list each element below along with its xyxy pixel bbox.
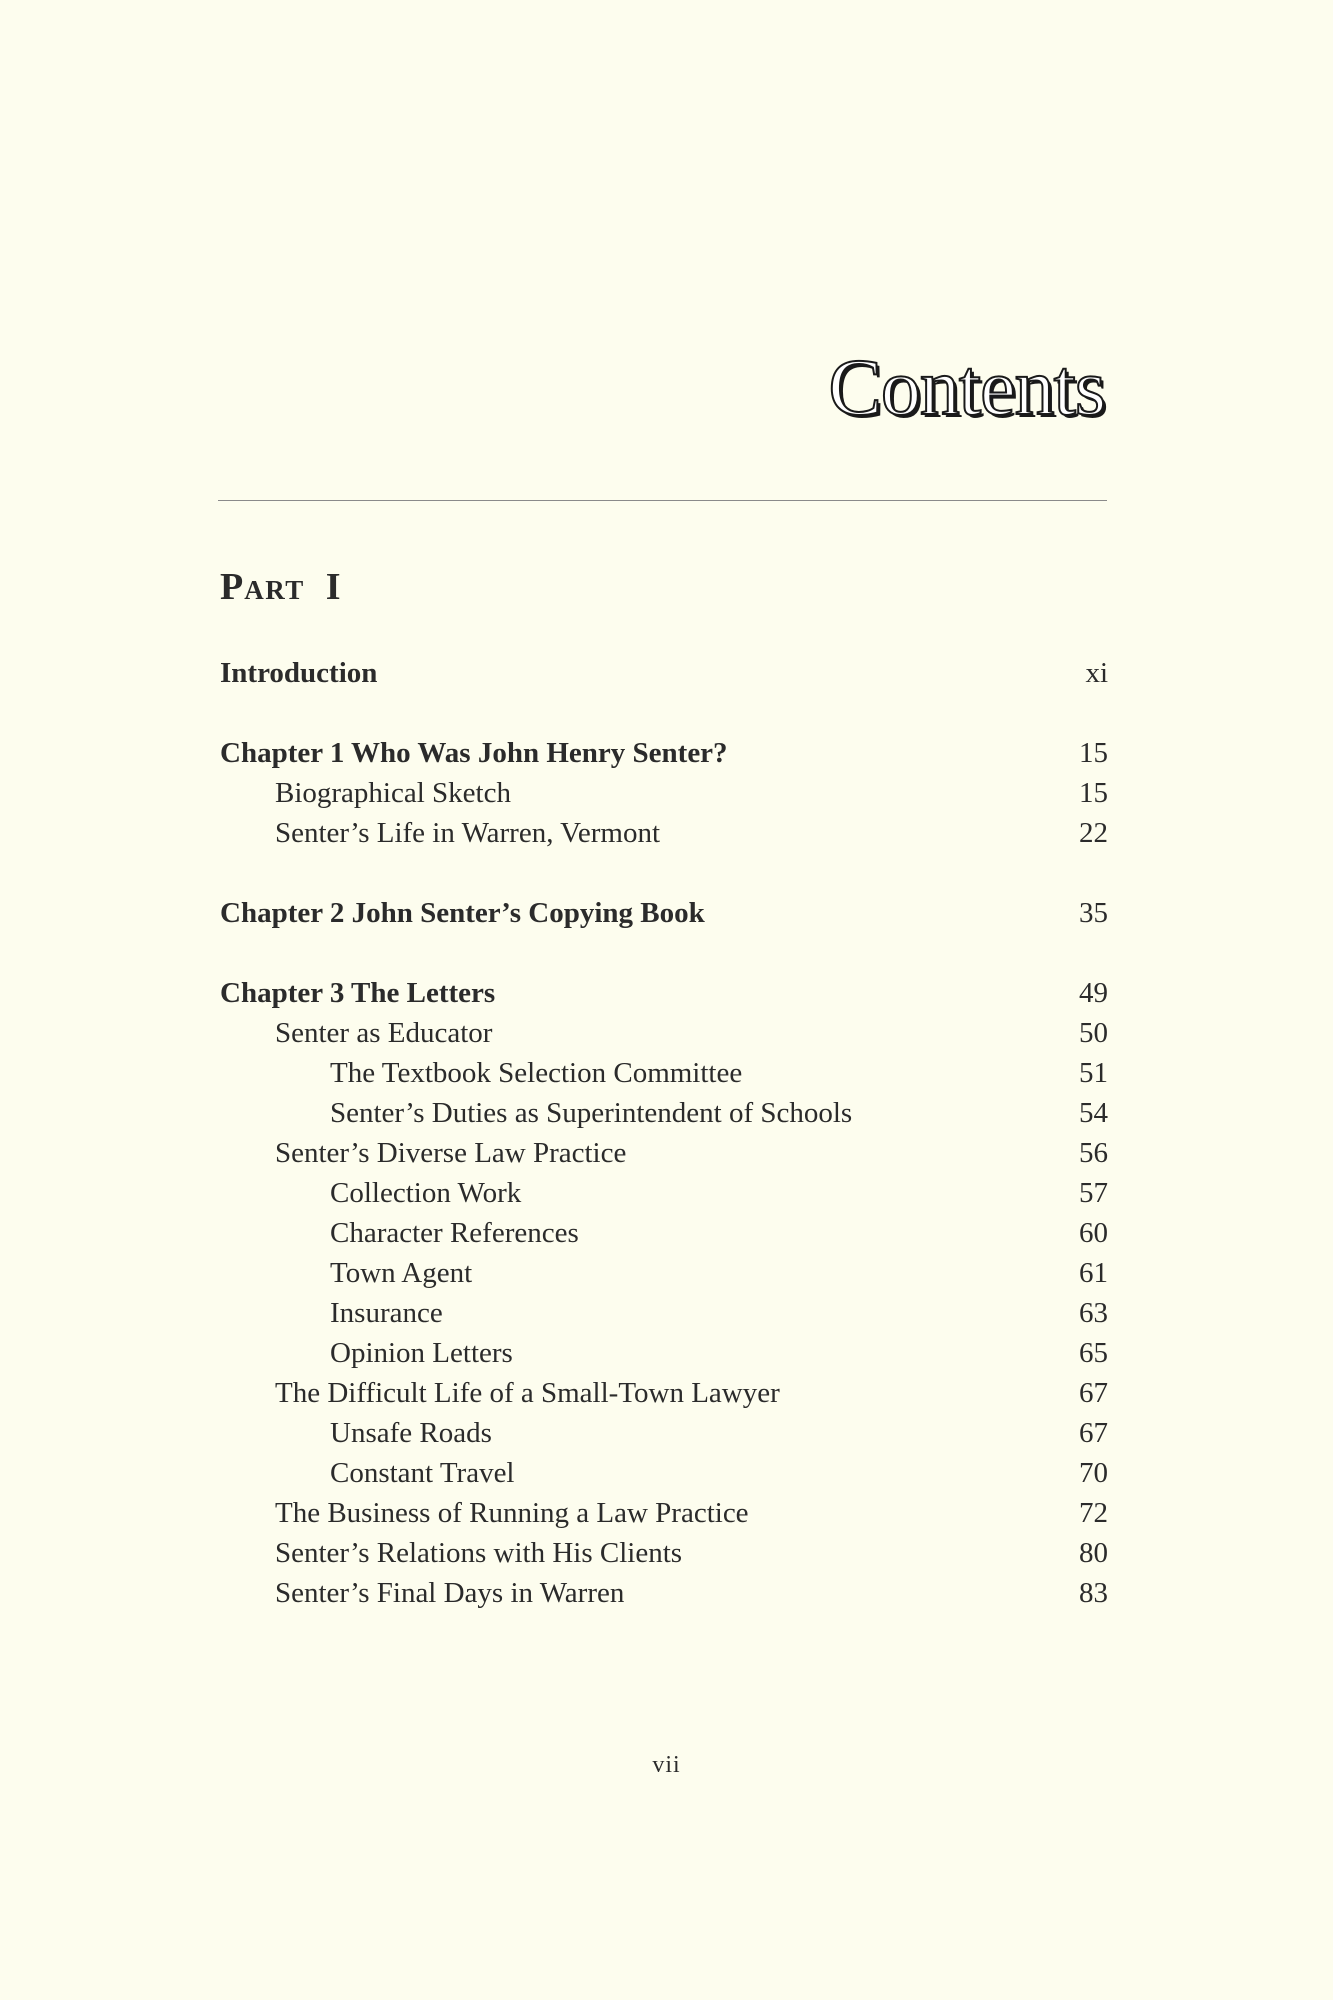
toc-page-number: 80 — [1079, 1537, 1108, 1569]
toc-entry-section — [220, 1493, 1108, 1533]
toc-label: Collection Work — [330, 1177, 522, 1209]
toc-entry-subsection — [220, 1093, 1108, 1133]
toc-entry-section — [220, 1573, 1108, 1613]
toc-page-number: 35 — [1079, 897, 1108, 929]
toc-page-number: 70 — [1079, 1457, 1108, 1489]
toc-entry-subsection — [220, 1173, 1108, 1213]
toc-entry-chapter-2 — [220, 893, 1108, 933]
folio-page-number: vii — [652, 1752, 681, 1778]
toc-page-number: 22 — [1079, 817, 1108, 849]
toc-entry-section — [220, 1133, 1108, 1173]
toc-label: Introduction — [220, 657, 378, 689]
toc-entry-section — [220, 813, 1108, 853]
toc-label: The Difficult Life of a Small-Town Lawyer — [275, 1377, 780, 1409]
toc-entry-chapter-1 — [220, 733, 1108, 773]
toc-page-number: 72 — [1079, 1497, 1108, 1529]
toc-label: Unsafe Roads — [330, 1417, 492, 1449]
part-heading — [220, 565, 342, 609]
toc-entry-subsection — [220, 1293, 1108, 1333]
spacer — [220, 853, 1108, 893]
toc-page-number: 57 — [1079, 1177, 1108, 1209]
toc-page-number: 56 — [1079, 1137, 1108, 1169]
toc-entry-section — [220, 1533, 1108, 1573]
toc-label: Biographical Sketch — [275, 777, 511, 809]
toc-page-number: 15 — [1079, 737, 1108, 769]
page-title: Contents — [828, 344, 1105, 432]
toc-entry-subsection — [220, 1053, 1108, 1093]
toc-label: Senter’s Duties as Superintendent of Schools — [330, 1097, 853, 1129]
toc-label: Chapter 1 Who Was John Henry Senter? — [220, 737, 728, 769]
toc-page-number: 65 — [1079, 1337, 1108, 1369]
toc-page-number: 50 — [1079, 1017, 1108, 1049]
part-numeral: I — [325, 566, 342, 608]
toc-entry-subsection — [220, 1453, 1108, 1493]
toc-page-number: 51 — [1079, 1057, 1108, 1089]
title-rule — [218, 500, 1107, 501]
toc-label: Senter’s Final Days in Warren — [275, 1577, 625, 1609]
toc-entry-subsection — [220, 1333, 1108, 1373]
part-small-caps: ART — [244, 575, 305, 605]
toc-page-number: 54 — [1079, 1097, 1108, 1129]
toc-label: Senter as Educator — [275, 1017, 493, 1049]
spacer — [220, 693, 1108, 733]
toc-label: Opinion Letters — [330, 1337, 513, 1369]
toc-entry-section — [220, 1373, 1108, 1413]
toc-page-number: 15 — [1079, 777, 1108, 809]
toc-entry-introduction — [220, 653, 1108, 693]
toc-label: Chapter 3 The Letters — [220, 977, 496, 1009]
table-of-contents — [220, 653, 1108, 1613]
toc-label: Senter’s Relations with His Clients — [275, 1537, 683, 1569]
toc-entry-section — [220, 1013, 1108, 1053]
toc-page-number: 63 — [1079, 1297, 1108, 1329]
part-initial: P — [220, 566, 245, 608]
toc-entry-subsection — [220, 1253, 1108, 1293]
toc-label: Chapter 2 John Senter’s Copying Book — [220, 897, 705, 929]
toc-label: The Textbook Selection Committee — [330, 1057, 743, 1089]
toc-page-number: 83 — [1079, 1577, 1108, 1609]
toc-label: Senter’s Diverse Law Practice — [275, 1137, 627, 1169]
toc-page-number: 61 — [1079, 1257, 1108, 1289]
toc-label: Character References — [330, 1217, 579, 1249]
toc-label: Insurance — [330, 1297, 443, 1329]
spacer — [220, 933, 1108, 973]
toc-entry-section — [220, 773, 1108, 813]
toc-label: Constant Travel — [330, 1457, 515, 1489]
toc-label: Senter’s Life in Warren, Vermont — [275, 817, 661, 849]
toc-label: The Business of Running a Law Practice — [275, 1497, 749, 1529]
toc-page-number: 60 — [1079, 1217, 1108, 1249]
toc-entry-subsection — [220, 1213, 1108, 1253]
toc-label: Town Agent — [330, 1257, 473, 1289]
toc-page-number: 49 — [1079, 977, 1108, 1009]
toc-page-number: 67 — [1079, 1417, 1108, 1449]
toc-page-number: 67 — [1079, 1377, 1108, 1409]
toc-page-number: xi — [1085, 657, 1108, 689]
toc-entry-subsection — [220, 1413, 1108, 1453]
toc-entry-chapter-3 — [220, 973, 1108, 1013]
